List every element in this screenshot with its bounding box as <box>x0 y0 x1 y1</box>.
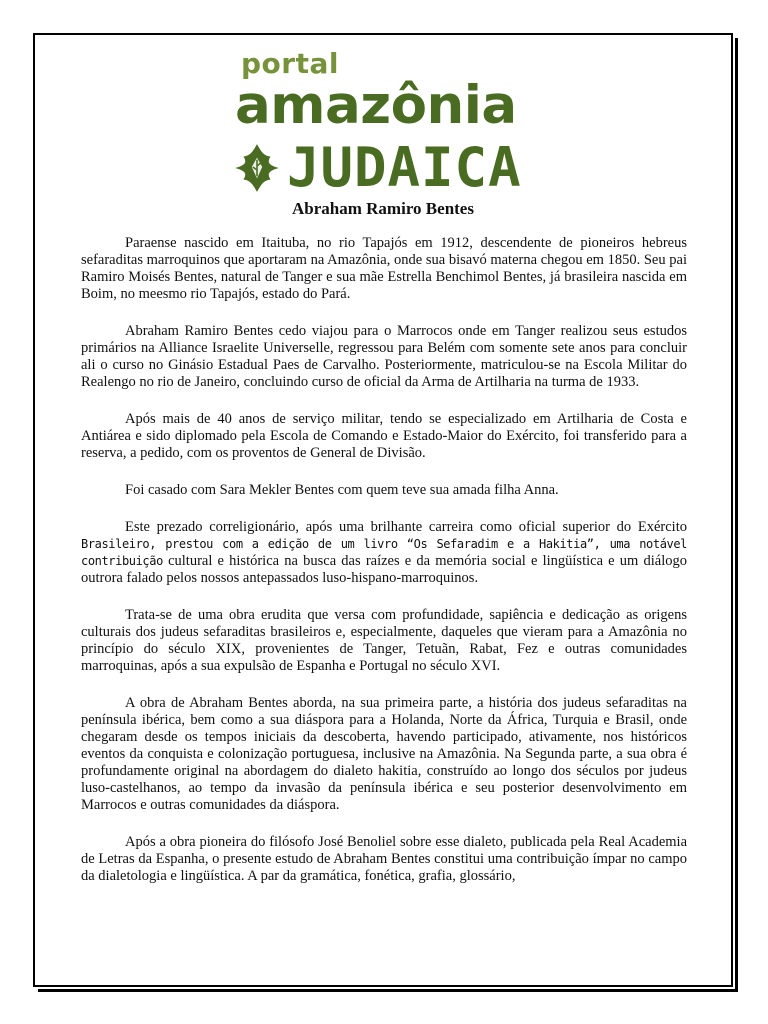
portal-logo[interactable] <box>231 49 541 219</box>
paragraph-6: Trata-se de uma obra erudita que versa com profundidade, sapiência e dedicação as origens culturais dos judeus sefaraditas brasileiros e, especialmente, daqueles que vieram para a Amazônia no princípio do século XIX, provenientes de Tanger, Tetuãn, Rabat, Fez e outras comunidades marroquinas, após a sua expulsão de Espanha e Portugal no século XVI. <box>81 607 687 674</box>
paragraph-7: A obra de Abraham Bentes aborda, na sua primeira parte, a história dos judeus sefaraditas na península ibérica, bem como a sua diáspora para a Holanda, Norte da África, Turquia e Brasil, onde chegaram desde os tempos iniciais da descoberta, havendo participado, ativamente, nos históricos eventos da conquista e colonização portuguesa, inclusive na Amazônia. Na Segunda parte, a sua obra é profundamente original na abordagem do dialeto hakitia, construído ao longo dos séculos por judeus luso-castelhanos, ao tempo da invasão da península ibérica e seu posterior desenvolvimento em Marrocos e outras comunidades da diáspora. <box>81 695 687 813</box>
logo-judaica-text: JUDAICA <box>287 136 522 199</box>
paragraph-2: Abraham Ramiro Bentes cedo viajou para o Marrocos onde em Tanger realizou seus estudos primários na Alliance Israelite Universelle, regressou para Belém com somente sete anos para concluir ali o curso no Ginásio Estadual Paes de Carvalho. Posteriormente, matriculou-se na Escola Militar do Realengo no rio de Janeiro, concluindo curso de oficial da Arma de Artilharia na turma de 1933. <box>81 323 687 390</box>
document-page <box>33 33 733 987</box>
star-of-david-leaf-icon <box>231 142 283 194</box>
paragraph-5-part-1: Este prezado correligionário, após uma brilhante carreira como oficial superior do Exército <box>125 519 687 535</box>
logo-amazonia-text: amazônia <box>235 75 517 136</box>
page-shadow-right <box>735 38 738 992</box>
paragraph-3: Após mais de 40 anos de serviço militar, tendo se especializado em Artilharia de Costa e Antiárea e sido diplomado pela Escola de Comando e Estado-Maior do Exército, foi transferido para a reserva, a pedido, com os proventos de General de Divisão. <box>81 411 687 461</box>
paragraph-8: Após a obra pioneira do filósofo José Benoliel sobre esse dialeto, publicada pela Real Academia de Letras da Espanha, o presente estudo de Abraham Bentes constitui uma contribuição ímpar no campo da dialetologia e lingüística. A par da gramática, fonética, grafia, glossário, <box>81 834 687 884</box>
document-title: Abraham Ramiro Bentes <box>292 199 474 218</box>
paragraph-5-part-3: cultural e histórica na busca das raízes e da memória social e lingüística e um diálogo outrora falado pelos nossos antepassados luso-hispano-marroquinos. <box>81 553 687 586</box>
paragraph-1: Paraense nascido em Itaituba, no rio Tapajós em 1912, descendente de pioneiros hebreus sefaraditas marroquinos que aportaram na Amazônia, onde sua bisavó materna chegou em 1850. Seu pai Ramiro Moisés Bentes, natural de Tanger e sua mãe Estrella Benchimol Bentes, já brasileira nascida em Boim, no meesmo rio Tapajós, estado do Pará. <box>81 235 687 302</box>
logo-judaica-row <box>231 133 522 203</box>
logo-portal-text: portal <box>241 47 339 80</box>
paragraph-5-part-2: Brasileiro, prestou com a edição de um livro “Os Sefaradim e a Hakitia”, uma notável contribuição <box>81 537 687 568</box>
paragraph-4: Foi casado com Sara Mekler Bentes com quem teve sua amada filha Anna. <box>125 482 559 498</box>
document-body <box>81 235 687 905</box>
paragraph-5 <box>81 519 687 587</box>
page-shadow-bottom <box>38 989 738 992</box>
